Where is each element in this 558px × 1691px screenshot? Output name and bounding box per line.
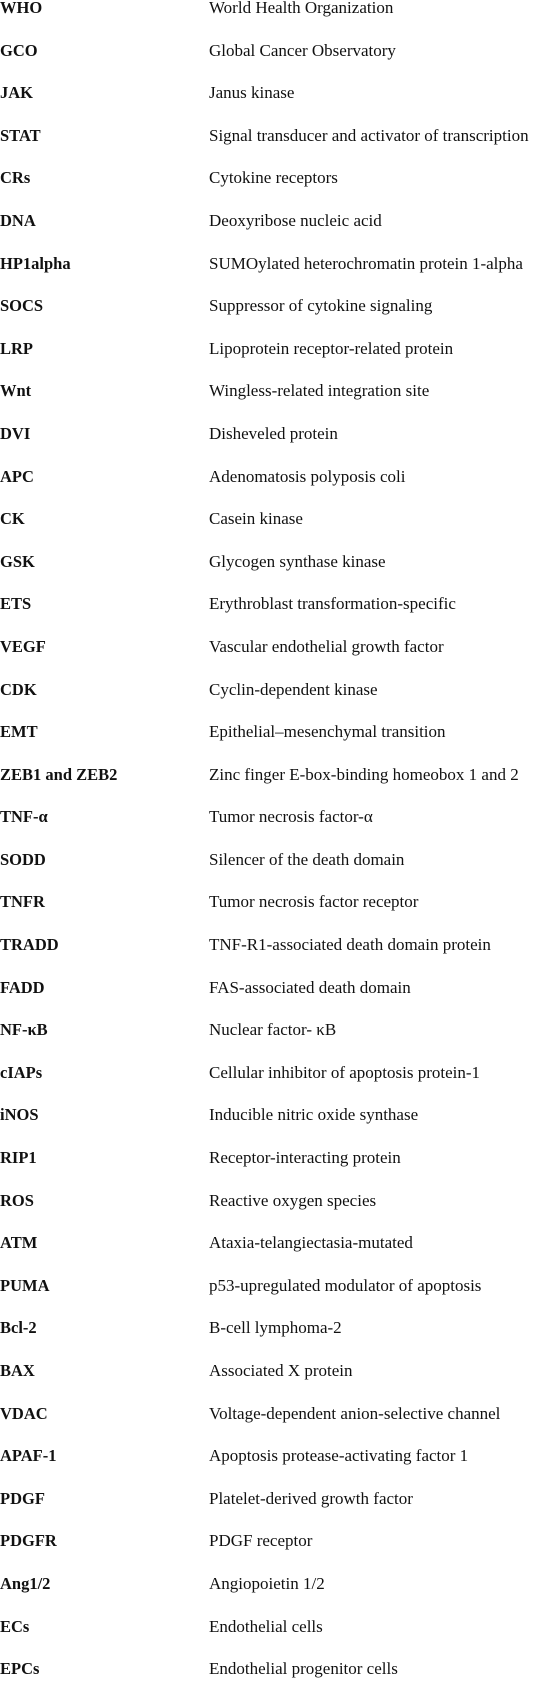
definition: Epithelial–mesenchymal transition bbox=[209, 722, 446, 742]
abbreviation: PUMA bbox=[0, 1275, 50, 1295]
abbreviation: ROS bbox=[0, 1190, 34, 1210]
abbreviation: CRs bbox=[0, 168, 31, 188]
definition: Janus kinase bbox=[209, 83, 295, 103]
definition: Apoptosis protease-activating factor 1 bbox=[209, 1446, 469, 1466]
definition: Signal transducer and activator of transcription bbox=[209, 125, 529, 145]
abbreviation: VDAC bbox=[0, 1403, 48, 1423]
table-row bbox=[0, 1222, 558, 1265]
definition: Endothelial progenitor cells bbox=[209, 1659, 398, 1679]
abbreviation: PDGFR bbox=[0, 1531, 57, 1551]
abbreviation: SOCS bbox=[0, 296, 44, 316]
table-row bbox=[0, 200, 558, 243]
definition: World Health Organization bbox=[209, 0, 394, 17]
table-row bbox=[0, 1520, 558, 1563]
table-row bbox=[0, 796, 558, 839]
table-row bbox=[0, 1648, 558, 1691]
table-row bbox=[0, 924, 558, 967]
abbreviation: ECs bbox=[0, 1616, 30, 1636]
definition: Vascular endothelial growth factor bbox=[209, 636, 444, 656]
definition: PDGF receptor bbox=[209, 1531, 313, 1551]
abbreviation: GSK bbox=[0, 551, 35, 571]
abbreviation: SODD bbox=[0, 849, 46, 869]
table-row bbox=[0, 1052, 558, 1095]
table-row bbox=[0, 1393, 558, 1436]
abbreviation: APC bbox=[0, 466, 34, 486]
definition: Lipoprotein receptor-related protein bbox=[209, 338, 454, 358]
definition: B-cell lymphoma-2 bbox=[209, 1318, 342, 1338]
abbreviation: Wnt bbox=[0, 381, 32, 401]
definition: Suppressor of cytokine signaling bbox=[209, 296, 433, 316]
abbreviation: PDGF bbox=[0, 1488, 45, 1508]
table-row bbox=[0, 1265, 558, 1308]
table-row bbox=[0, 0, 558, 30]
table-row bbox=[0, 72, 558, 115]
table-row bbox=[0, 115, 558, 158]
abbreviation: EMT bbox=[0, 722, 38, 742]
abbreviation: TNFR bbox=[0, 892, 45, 912]
table-row bbox=[0, 285, 558, 328]
definition: Global Cancer Observatory bbox=[209, 40, 396, 60]
definition: SUMOylated heterochromatin protein 1-alpha bbox=[209, 253, 523, 273]
definition: Wingless-related integration site bbox=[209, 381, 430, 401]
definition: Angiopoietin 1/2 bbox=[209, 1573, 325, 1593]
table-row bbox=[0, 1606, 558, 1649]
table-row bbox=[0, 967, 558, 1010]
abbreviation: CK bbox=[0, 509, 25, 529]
abbreviation: TNF-α bbox=[0, 807, 48, 827]
table-row bbox=[0, 1307, 558, 1350]
abbreviation: Ang1/2 bbox=[0, 1573, 51, 1593]
definition: Glycogen synthase kinase bbox=[209, 551, 386, 571]
table-row bbox=[0, 370, 558, 413]
table-row bbox=[0, 1435, 558, 1478]
abbreviation: ZEB1 and ZEB2 bbox=[0, 764, 118, 784]
definition: Erythroblast transformation-specific bbox=[209, 594, 456, 614]
definition: Tumor necrosis factor-α bbox=[209, 807, 373, 827]
abbreviation: ATM bbox=[0, 1233, 38, 1253]
abbreviation: iNOS bbox=[0, 1105, 39, 1125]
table-row bbox=[0, 669, 558, 712]
abbreviation: NF-κB bbox=[0, 1020, 48, 1040]
table-row bbox=[0, 1094, 558, 1137]
table-row bbox=[0, 583, 558, 626]
table-row bbox=[0, 157, 558, 200]
definition: Adenomatosis polyposis coli bbox=[209, 466, 406, 486]
definition: Cyclin-dependent kinase bbox=[209, 679, 378, 699]
table-row bbox=[0, 881, 558, 924]
table-row bbox=[0, 1478, 558, 1521]
abbreviation: Bcl-2 bbox=[0, 1318, 37, 1338]
abbreviation: cIAPs bbox=[0, 1062, 43, 1082]
abbreviation: VEGF bbox=[0, 636, 46, 656]
abbreviation: CDK bbox=[0, 679, 37, 699]
definition: Zinc finger E-box-binding homeobox 1 and 2 bbox=[209, 764, 519, 784]
abbreviation: HP1alpha bbox=[0, 253, 71, 273]
definition: Cellular inhibitor of apoptosis protein-1 bbox=[209, 1062, 481, 1082]
definition: Voltage-dependent anion-selective channel bbox=[209, 1403, 501, 1423]
definition: Ataxia-telangiectasia-mutated bbox=[209, 1233, 413, 1253]
table-row bbox=[0, 1563, 558, 1606]
definition: Tumor necrosis factor receptor bbox=[209, 892, 419, 912]
definition: Silencer of the death domain bbox=[209, 849, 405, 869]
abbreviation: FADD bbox=[0, 977, 45, 997]
abbreviation: GCO bbox=[0, 40, 38, 60]
definition: Inducible nitric oxide synthase bbox=[209, 1105, 419, 1125]
abbreviation: JAK bbox=[0, 83, 33, 103]
table-row bbox=[0, 711, 558, 754]
abbreviation: DNA bbox=[0, 210, 36, 230]
definition: Casein kinase bbox=[209, 509, 303, 529]
definition: Associated X protein bbox=[209, 1361, 353, 1380]
abbreviation: STAT bbox=[0, 125, 41, 145]
table-row bbox=[0, 456, 558, 499]
table-row bbox=[0, 1009, 558, 1052]
table-row bbox=[0, 754, 558, 797]
abbreviation: RIP1 bbox=[0, 1148, 37, 1168]
definition: Platelet-derived growth factor bbox=[209, 1488, 413, 1508]
definition: Deoxyribose nucleic acid bbox=[209, 210, 382, 230]
abbreviation: EPCs bbox=[0, 1659, 40, 1679]
definition: Reactive oxygen species bbox=[209, 1190, 377, 1210]
abbreviation: DVI bbox=[0, 423, 31, 443]
table-row bbox=[0, 626, 558, 669]
definition: Nuclear factor- κB bbox=[209, 1020, 337, 1040]
table-row bbox=[0, 30, 558, 73]
table-row bbox=[0, 413, 558, 456]
definition: Endothelial cells bbox=[209, 1616, 323, 1636]
definition: p53-upregulated modulator of apoptosis bbox=[209, 1275, 482, 1295]
definition: Disheveled protein bbox=[209, 423, 338, 443]
definition: Cytokine receptors bbox=[209, 168, 338, 188]
abbreviation: ETS bbox=[0, 594, 32, 614]
definition: FAS-associated death domain bbox=[209, 977, 411, 997]
abbreviation: LRP bbox=[0, 338, 33, 358]
abbreviation: WHO bbox=[0, 0, 43, 17]
table-row bbox=[0, 1350, 558, 1393]
table-row bbox=[0, 498, 558, 541]
definition: TNF-R1-associated death domain protein bbox=[209, 935, 491, 955]
table-row bbox=[0, 1180, 558, 1223]
definition: Receptor-interacting protein bbox=[209, 1148, 401, 1168]
table-row bbox=[0, 328, 558, 371]
abbreviation: APAF-1 bbox=[0, 1446, 57, 1466]
table-row bbox=[0, 839, 558, 882]
table-row bbox=[0, 1137, 558, 1180]
abbreviation: TRADD bbox=[0, 935, 59, 955]
table-row bbox=[0, 243, 558, 286]
table-row bbox=[0, 541, 558, 584]
abbreviation: BAX bbox=[0, 1361, 35, 1380]
